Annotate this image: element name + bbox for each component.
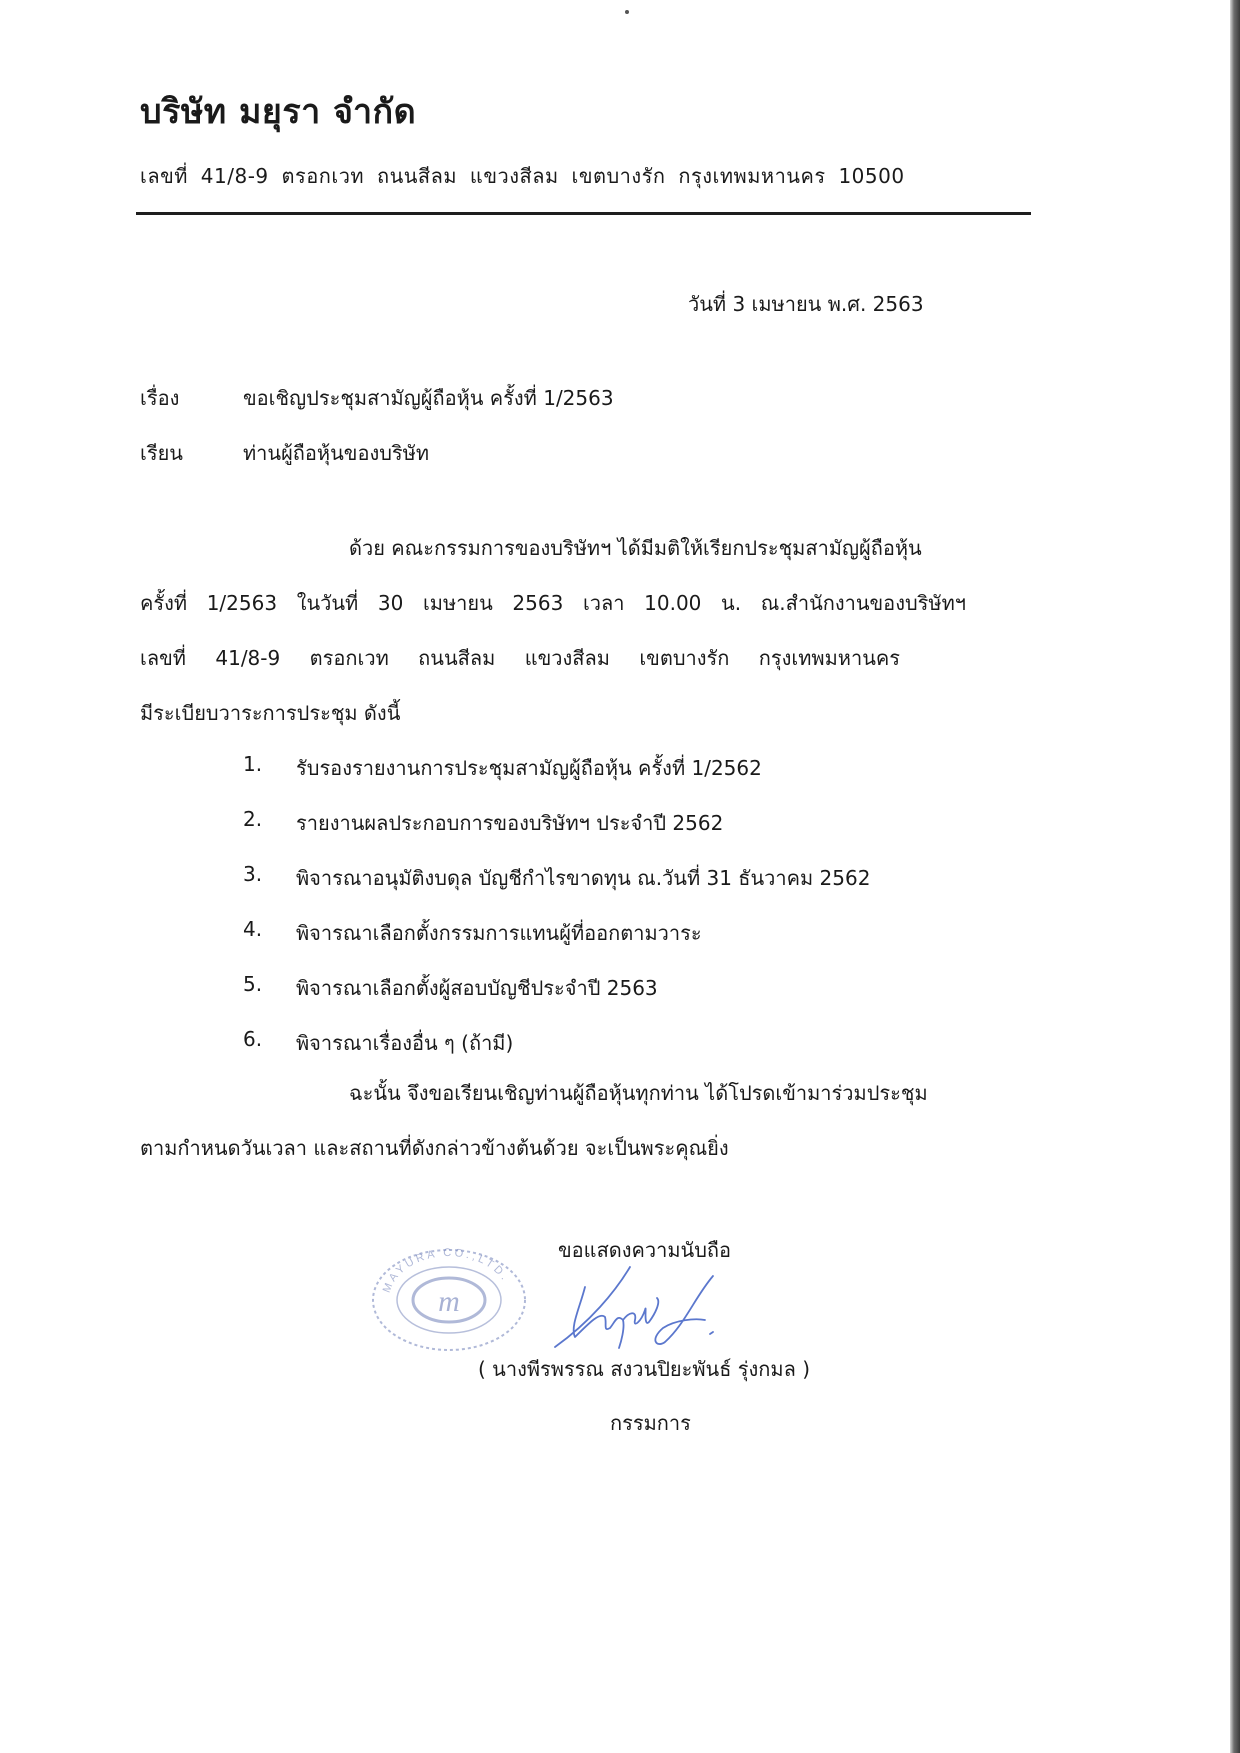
agenda-text: พิจารณาเรื่องอื่น ๆ (ถ้ามี)	[296, 1031, 514, 1055]
body-paragraph-2-line-1: ฉะนั้น จึงขอเรียนเชิญท่านผู้ถือหุ้นทุกท่าน ได้โปรดเข้ามาร่วมประชุม	[349, 1081, 928, 1105]
agenda-text: รายงานผลประกอบการของบริษัทฯ ประจำปี 2562	[296, 811, 724, 835]
body-paragraph-1-line-4: มีระเบียบวาระการประชุม ดังนี้	[140, 701, 401, 725]
subject-label: เรื่อง	[140, 386, 180, 410]
scan-speck	[625, 10, 629, 14]
subject-value: ขอเชิญประชุมสามัญผู้ถือหุ้น ครั้งที่ 1/2563	[243, 386, 614, 410]
body-paragraph-1-line-2: ครั้งที่ 1/2563 ในวันที่ 30 เมษายน 2563 เวลา 10.00 น. ณ.สำนักงานของบริษัทฯ	[140, 591, 966, 615]
body-paragraph-1-line-1: ด้วย คณะกรรมการของบริษัทฯ ได้มีมติให้เรียกประชุมสามัญผู้ถือหุ้น	[349, 536, 922, 560]
company-address: เลขที่ 41/8-9 ตรอกเวท ถนนสีลม แขวงสีลม เขตบางรัก กรุงเทพมหานคร 10500	[140, 164, 905, 188]
agenda-text: พิจารณาเลือกตั้งกรรมการแทนผู้ที่ออกตามวาระ	[296, 921, 702, 945]
recipient-label: เรียน	[140, 441, 183, 465]
closing-salutation: ขอแสดงความนับถือ	[558, 1238, 732, 1262]
agenda-number: 6.	[243, 1027, 263, 1051]
agenda-text: พิจารณาเลือกตั้งผู้สอบบัญชีประจำปี 2563	[296, 976, 658, 1000]
recipient-value: ท่านผู้ถือหุ้นของบริษัท	[243, 441, 430, 465]
agenda-number: 4.	[243, 917, 263, 941]
header-rule	[136, 212, 1031, 215]
agenda-number: 2.	[243, 807, 263, 831]
agenda-text: พิจารณาอนุมัติงบดุล บัญชีกำไรขาดทุน ณ.วันที่ 31 ธันวาคม 2562	[296, 866, 871, 890]
company-name: บริษัท มยุรา จำกัด	[140, 92, 417, 132]
body-paragraph-2-line-2: ตามกำหนดวันเวลา และสถานที่ดังกล่าวข้างต้นด้วย จะเป็นพระคุณยิ่ง	[140, 1136, 729, 1160]
agenda-text: รับรองรายงานการประชุมสามัญผู้ถือหุ้น ครั้งที่ 1/2562	[296, 756, 762, 780]
body-paragraph-1-line-3: เลขที่ 41/8-9 ตรอกเวท ถนนสีลม แขวงสีลม เขตบางรัก กรุงเทพมหานคร	[140, 646, 900, 670]
agenda-number: 3.	[243, 862, 263, 886]
scan-edge	[1230, 0, 1240, 1753]
letter-date: วันที่ 3 เมษายน พ.ศ. 2563	[688, 292, 924, 316]
signer-name: ( นางพีรพรรณ สงวนปิยะพันธ์ รุ่งกมล )	[478, 1357, 811, 1381]
stamp-ring-text: MAYURA CO.,LTD.	[380, 1246, 512, 1295]
company-stamp	[364, 1245, 534, 1355]
signature	[545, 1262, 755, 1352]
agenda-number: 5.	[243, 972, 263, 996]
stamp-logo-letter: m	[438, 1285, 460, 1318]
signer-title: กรรมการ	[610, 1411, 691, 1435]
agenda-number: 1.	[243, 752, 263, 776]
